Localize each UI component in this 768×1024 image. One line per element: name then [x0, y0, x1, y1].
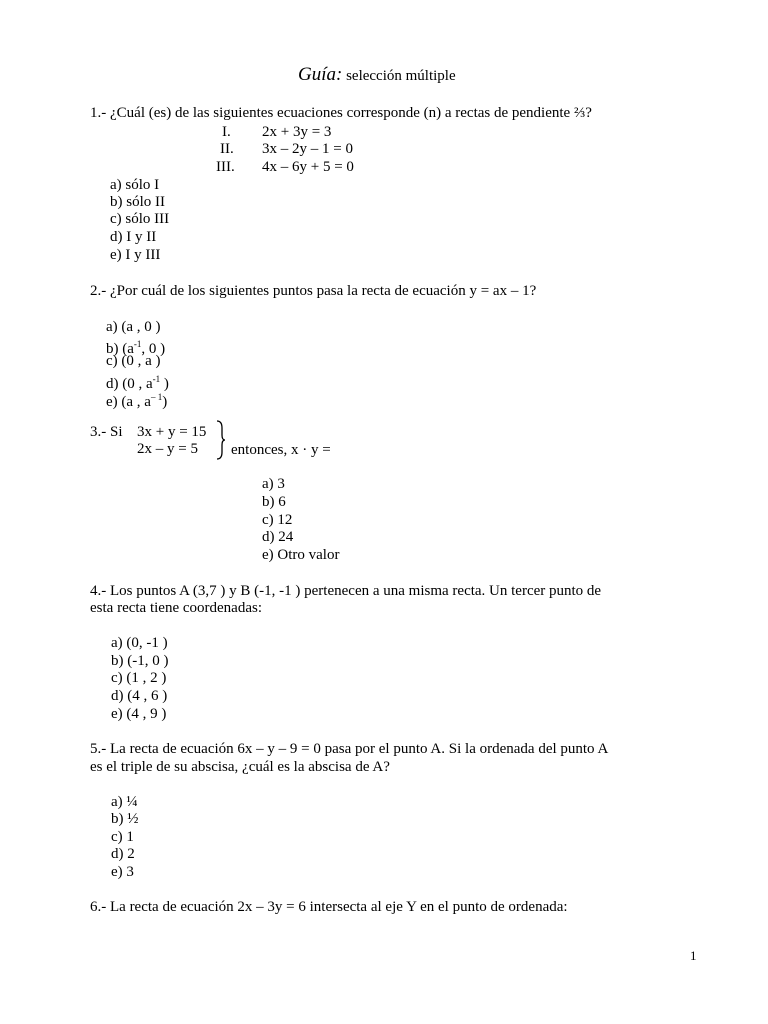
q2-option-a [106, 318, 161, 336]
q2-option-b-tail: , 0 ) [141, 341, 166, 357]
q3-eq1: 3x + y = 15 [137, 424, 207, 440]
q2-option-b-text: b) (a [106, 341, 134, 357]
q3-option-b: b) 6 [262, 494, 286, 510]
q1-option-a: a) sólo I [110, 177, 160, 193]
q5-option-c: c) 1 [111, 829, 134, 845]
q6-stem: 6.- La recta de ecuación 2x – 3y = 6 intersecta al eje Y en el punto de ordenada: [90, 899, 568, 915]
q4-option-e: e) (4 , 9 ) [111, 706, 167, 722]
q1-eq1: 2x + 3y = 3 [262, 124, 332, 140]
q2-option-e [106, 388, 167, 411]
q2-option-c-text: c) (0 , a ) [106, 353, 161, 369]
q5-stem-line1: 5.- La recta de ecuación 6x – y – 9 = 0 pasa por el punto A. Si la ordenada del punto A [90, 741, 609, 757]
q2-option-c [106, 352, 161, 370]
q2-option-e-text: e) (a , a [106, 394, 151, 410]
q3-option-d: d) 24 [262, 529, 294, 545]
q5-stem-line2: es el triple de su abscisa, ¿cuál es la abscisa de A? [90, 759, 390, 775]
q2-option-d-tail: ) [160, 376, 169, 392]
q2-option-d-text: d) (0 , a [106, 376, 153, 392]
q2-stem: 2.- ¿Por cuál de los siguientes puntos pasa la recta de ecuación y = ax – 1? [90, 283, 537, 299]
page-title [298, 64, 456, 86]
q1-option-e: e) I y III [110, 247, 161, 263]
q2-option-e-exponent: – 1 [150, 392, 163, 402]
page-number: 1 [690, 948, 697, 963]
title-italic: Guía: [298, 64, 343, 85]
q4-option-c: c) (1 , 2 ) [111, 670, 167, 686]
q2-option-d-exponent: -1 [152, 374, 161, 384]
q2-option-a-text: a) (a , 0 ) [106, 319, 161, 335]
q1-eq3: 4x – 6y + 5 = 0 [262, 159, 354, 175]
q1-stem: 1.- ¿Cuál (es) de las siguientes ecuaciones corresponde (n) a rectas de pendiente ⅔? [90, 105, 592, 121]
q2-option-e-tail: ) [162, 394, 168, 410]
q4-stem-line2: esta recta tiene coordenadas: [90, 600, 262, 616]
q1-option-c: c) sólo III [110, 211, 170, 227]
q5-option-d: d) 2 [111, 846, 135, 862]
q1-option-d: d) I y II [110, 229, 157, 245]
q5-option-a: a) ¼ [111, 794, 138, 810]
right-brace-icon [216, 420, 226, 452]
q3-option-e: e) Otro valor [262, 547, 340, 563]
q4-stem-line1: 4.- Los puntos A (3,7 ) y B (-1, -1 ) pertenecen a una misma recta. Un tercer punto de [90, 583, 602, 599]
q4-option-d: d) (4 , 6 ) [111, 688, 168, 704]
q4-option-a: a) (0, -1 ) [111, 635, 168, 651]
q1-eq2: 3x – 2y – 1 = 0 [262, 141, 353, 157]
q3-then: entonces, x · y = [231, 442, 331, 458]
q5-option-e: e) 3 [111, 864, 134, 880]
q1-eq2-numeral: II. [220, 141, 234, 157]
q1-eq1-numeral: I. [222, 124, 231, 140]
q3-eq2: 2x – y = 5 [137, 441, 198, 457]
q1-eq3-numeral: III. [216, 159, 235, 175]
q2-option-b-exponent: -1 [133, 339, 142, 349]
q3-option-c: c) 12 [262, 512, 293, 528]
q5-option-b: b) ½ [111, 811, 139, 827]
q4-option-b: b) (-1, 0 ) [111, 653, 169, 669]
q1-option-b: b) sólo II [110, 194, 165, 210]
q3-option-a: a) 3 [262, 476, 285, 492]
q3-prefix: 3.- Si [90, 424, 123, 440]
title-rest: selección múltiple [346, 68, 456, 84]
